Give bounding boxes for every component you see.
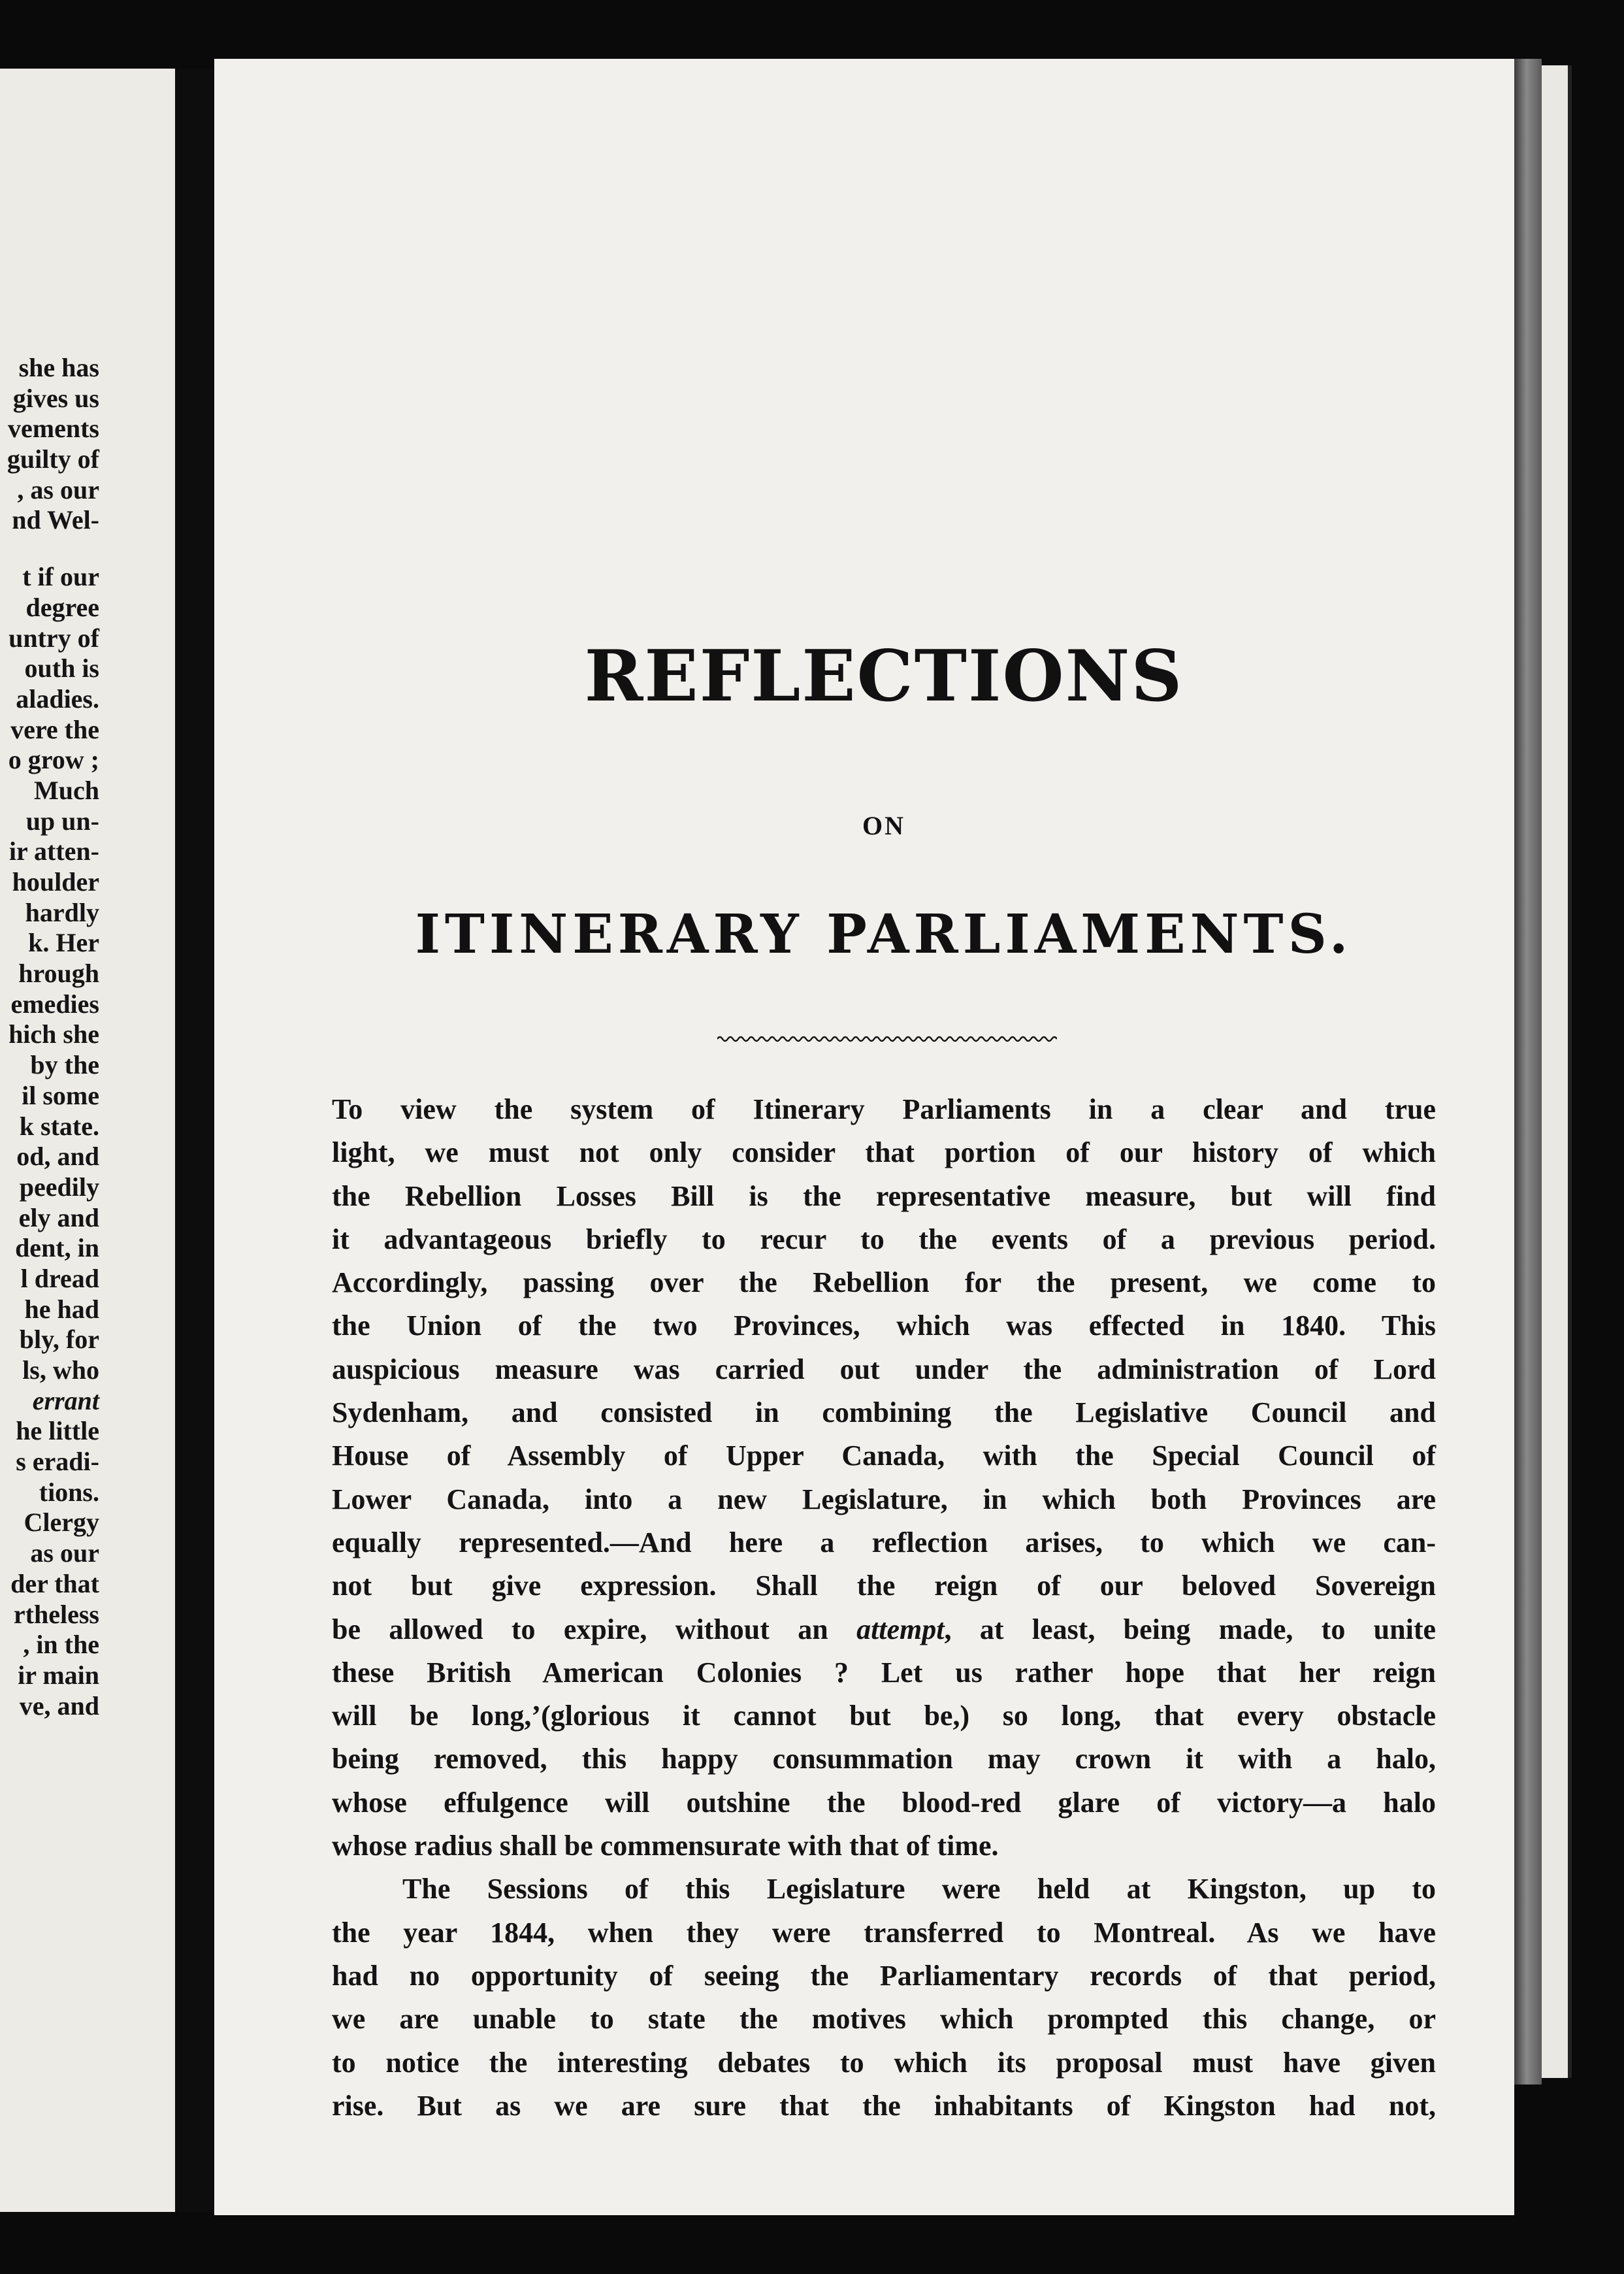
previous-page-line: errant [32,1385,99,1415]
previous-page-line: houlder [12,867,99,897]
previous-page-line: vements [8,414,99,444]
previous-page-line: hrough [18,959,99,989]
text-line: it advantageous briefly to recur to the events of a previous period. [332,1223,1436,1255]
previous-page-line: o grow ; [8,745,99,775]
text-line: the Union of the two Provinces, which was effected in 1840. This [332,1310,1436,1342]
book-gutter [175,69,216,2212]
previous-page-line: ls, who [22,1355,99,1385]
text-line: auspicious measure was carried out under the administration of Lord [332,1353,1436,1385]
previous-page-line: Much [34,775,99,805]
previous-page-line: rtheless [13,1599,99,1629]
page-subtitle: ITINERARY PARLIAMENTS. [415,903,1353,966]
text-line: The Sessions of this Legislature were held at Kingston, up to [402,1873,1436,1905]
previous-page-line: , in the [23,1630,99,1660]
previous-page-line: guilty of [7,444,99,474]
previous-page-line: ir atten- [8,836,99,866]
previous-page-line: Clergy [24,1508,99,1538]
previous-page-line: il some [22,1080,99,1110]
paragraph-1 [332,1088,1436,1868]
previous-page-line: as our [30,1538,99,1568]
paragraph-2 [332,1868,1436,2128]
text-line: whose radius shall be commensurate with that of time. [332,1830,999,1862]
text-line: House of Assembly of Upper Canada, with the Special Council of [332,1440,1436,1472]
previous-page-line: peedily [19,1172,99,1202]
previous-page-line: der that [10,1568,99,1598]
previous-page-line: she has [18,353,99,382]
previous-page-line: od, and [16,1142,99,1172]
previous-page-line: tions. [39,1477,99,1507]
title-connector: ON [862,811,905,840]
previous-page-line: he little [16,1416,99,1446]
text-line: whose effulgence will outshine the blood-red glare of victory—a halo [332,1786,1436,1819]
text-line: Sydenham, and consisted in combining the Legislative Council and [332,1396,1436,1429]
page-content [332,59,1436,2215]
page [214,59,1514,2215]
text-line: light, we must not only consider that portion of our history of which [332,1136,1436,1169]
previous-page-line: he had [24,1294,99,1324]
text-line: had no opportunity of seeing the Parliamentary records of that period, [332,1959,1436,1992]
previous-page-line: hardly [25,897,99,927]
previous-page-line: t if our [22,562,99,592]
previous-page-line: bly, for [19,1325,99,1355]
previous-page-line: gives us [12,383,99,413]
previous-page-line: aladies. [16,684,99,714]
previous-page-line: , as our [17,474,99,504]
text-line: To view the system of Itinerary Parliaments in a clear and true [332,1093,1436,1125]
decorative-rule [717,1032,1057,1046]
page-title: REFLECTIONS [584,635,1184,717]
previous-page-line: by the [30,1050,99,1080]
text-line: not but give expression. Shall the reign of our beloved Sovereign [332,1570,1436,1602]
emphasis: attempt [856,1613,945,1645]
previous-page-line: outh is [24,653,99,684]
text-run: , at least, being made, to unite [944,1613,1436,1645]
page-fore-edge [1542,65,1572,2078]
previous-page-line: up un- [25,806,99,836]
text-line [332,1608,1436,1651]
previous-page-line: nd Wel- [12,505,99,535]
text-run: be allowed to expire, without an [332,1613,857,1645]
previous-page-line: k state. [19,1111,99,1141]
previous-page-line: ve, and [19,1690,99,1721]
previous-page-line: s eradi- [16,1447,99,1477]
previous-page-edge [0,69,183,2212]
previous-page-line: hich she [8,1019,99,1049]
previous-page-line: degree [25,592,99,622]
text-line: rise. But as we are sure that the inhabitants of Kingston had not, [332,2089,1436,2122]
page-edge-shadow [1514,59,1542,2084]
previous-page-line: k. Her [28,928,99,958]
text-line: being removed, this happy consummation may crown it with a halo, [332,1743,1436,1775]
text-line: to notice the interesting debates to which its proposal must have given [332,2046,1436,2079]
text-line: Lower Canada, into a new Legislature, in which both Provinces are [332,1483,1436,1515]
text-line: Accordingly, passing over the Rebellion for the present, we come to [332,1266,1436,1299]
previous-page-line: ir main [18,1660,99,1690]
text-line: these British American Colonies ? Let us rather hope that her reign [332,1656,1436,1689]
text-line: equally represented.—And here a reflection arises, to which we can- [332,1526,1436,1558]
text-line: will be long,’(glorious it cannot but be,) so long, that every obstacle [332,1700,1436,1732]
text-line: we are unable to state the motives which prompted this change, or [332,2003,1436,2035]
previous-page-line: dent, in [15,1233,99,1263]
text-line: the Rebellion Losses Bill is the representative measure, but will find [332,1179,1436,1212]
previous-page-line: emedies [10,989,99,1019]
previous-page-text-fragments [0,353,99,1721]
previous-page-line: vere the [10,714,99,744]
previous-page-line: untry of [8,623,99,653]
text-line: the year 1844, when they were transferred to Montreal. As we have [332,1916,1436,1949]
previous-page-line: ely and [18,1202,99,1232]
previous-page-line: l dread [20,1263,99,1293]
body-text [332,1088,1436,2128]
